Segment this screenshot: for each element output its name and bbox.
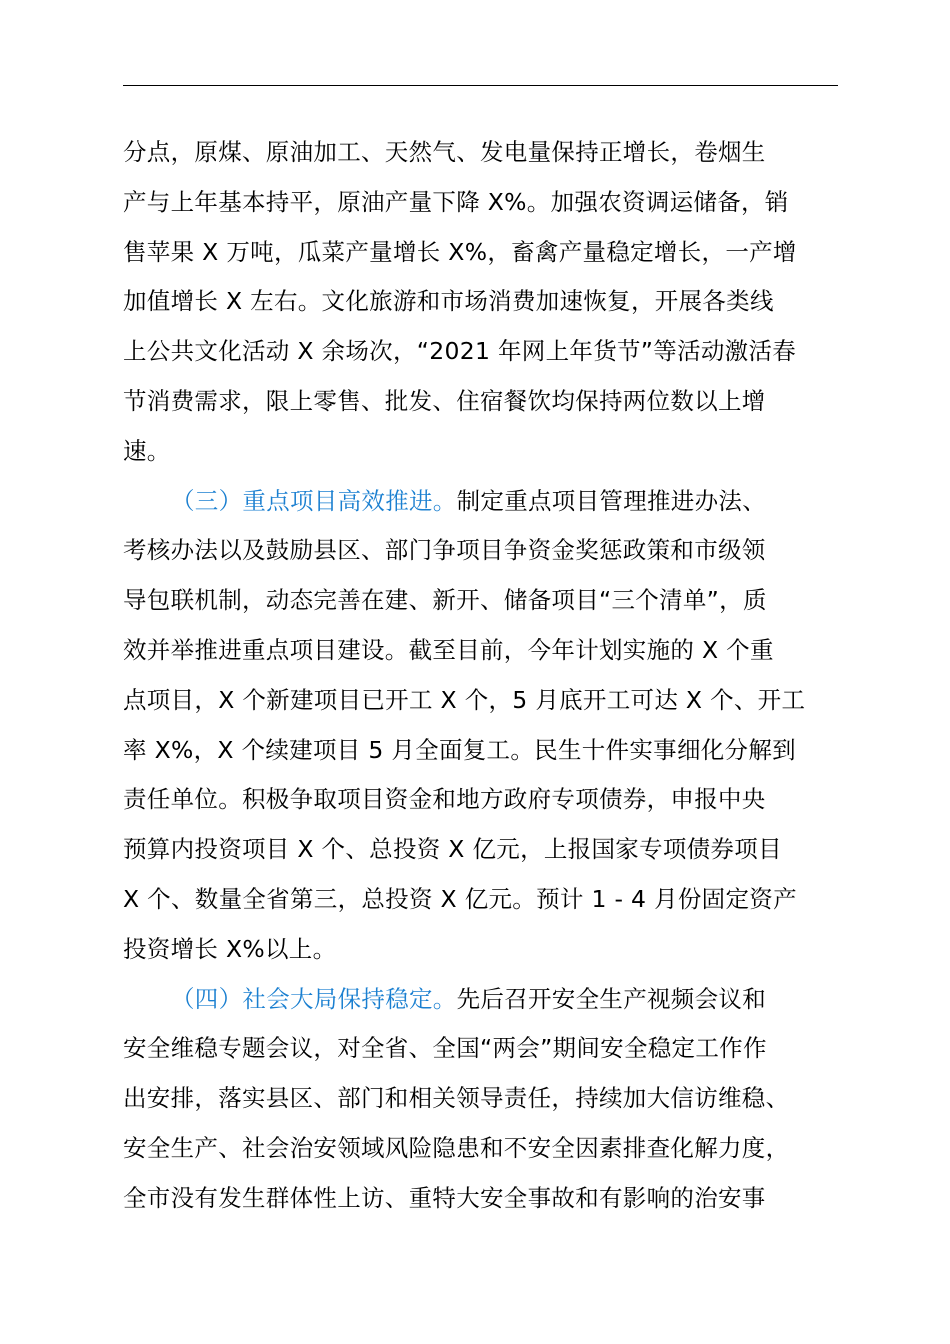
text-line: 效并举推进重点项目建设。截至目前，今年计划实施的 X 个重: [123, 635, 774, 664]
text-line: 责任单位。积极争取项目资金和地方政府专项债券，申报中央: [123, 785, 766, 814]
section-key-projects: [123, 477, 843, 975]
section-first-line: [123, 477, 843, 527]
text-line: 上公共文化活动 X 余场次，“2021 年网上年货节”等活动激活春: [123, 337, 797, 366]
text-line: 加值增长 X 左右。文化旅游和市场消费加速恢复，开展各类线: [123, 287, 774, 316]
text-line: 速。: [123, 436, 171, 465]
section-lead-text: 先后召开安全生产视频会议和: [456, 984, 767, 1013]
header-rule: [123, 85, 838, 86]
text-line: 售苹果 X 万吨，瓜菜产量增长 X%，畜禽产量稳定增长，一产增: [123, 237, 797, 266]
paragraph-economy: [123, 128, 843, 477]
text-line: 导包联机制，动态完善在建、新开、储备项目“三个清单”，质: [123, 586, 767, 615]
text-line: 分点，原煤、原油加工、天然气、发电量保持正增长，卷烟生: [123, 138, 766, 166]
section-heading: （三）重点项目高效推进。: [171, 486, 457, 515]
section-lead-text: 制定重点项目管理推进办法、: [456, 486, 767, 515]
text-line: 预算内投资项目 X 个、总投资 X 亿元，上报国家专项债券项目: [123, 835, 782, 864]
text-line: 考核办法以及鼓励县区、部门争项目争资金奖惩政策和市级领: [123, 536, 766, 565]
text-line: 投资增长 X%以上。: [123, 934, 337, 963]
section-social-stability: [123, 975, 843, 1224]
text-line: 安全维稳专题会议，对全省、全国“两会”期间安全稳定工作作: [123, 1034, 767, 1063]
text-line: 安全生产、社会治安领域风险隐患和不安全因素排查化解力度，: [123, 1133, 790, 1162]
text-line: 产与上年基本持平，原油产量下降 X%。加强农资调运储备，销: [123, 187, 789, 216]
section-first-line: [123, 975, 843, 1025]
section-heading: （四）社会大局保持稳定。: [171, 984, 457, 1013]
text-line: 节消费需求，限上零售、批发、住宿餐饮均保持两位数以上增: [123, 386, 766, 415]
text-line: 全市没有发生群体性上访、重特大安全事故和有影响的治安事: [123, 1183, 766, 1212]
text-line: X 个、数量全省第三，总投资 X 亿元。预计 1 - 4 月份固定资产: [123, 884, 797, 913]
text-line: 率 X%，X 个续建项目 5 月全面复工。民生十件实事细化分解到: [123, 735, 796, 764]
document-body: [123, 128, 843, 1224]
text-line: 点项目，X 个新建项目已开工 X 个，5 月底开工可达 X 个、开工: [123, 685, 806, 714]
text-line: 出安排，落实县区、部门和相关领导责任，持续加大信访维稳、: [123, 1084, 790, 1113]
